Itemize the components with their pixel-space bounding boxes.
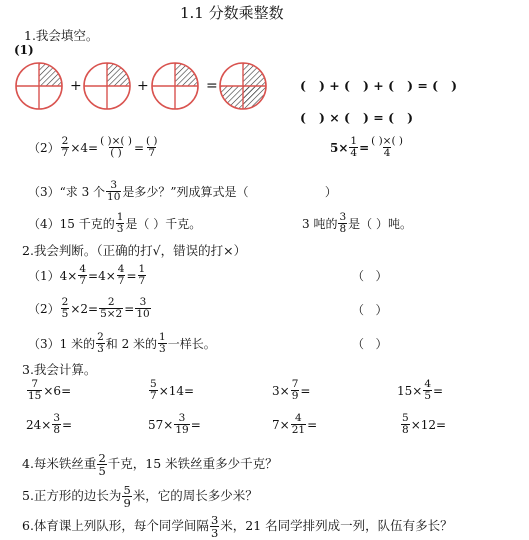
fraction: $\frac{( )}{7}$ [146, 135, 158, 160]
fraction: $\frac{3}{10}$ [136, 296, 150, 321]
equals-text: = [126, 268, 137, 283]
fraction-circle-2 [82, 61, 132, 111]
question-text: 6.体育课上列队形，每个同学间隔 [22, 518, 209, 534]
question-section-6 [22, 514, 453, 539]
calc-item: 24× $\frac{3}{8}$ = [26, 412, 73, 437]
equals-operator: = [206, 78, 218, 94]
fraction-circle-1 [14, 61, 64, 111]
question-text: 米，21 名同学排列成一列，队伍有多长？ [220, 518, 453, 534]
fraction: $\frac{4}{7}$ [79, 263, 87, 288]
judge-3 [28, 332, 216, 355]
question-text: 是多少？”列成算式是（ ） [122, 184, 337, 199]
question-section-4 [22, 452, 278, 477]
judge-2 [28, 297, 152, 320]
section-1-heading: 1.我会填空。 [24, 28, 99, 43]
fraction: $\frac{3}{19}$ [175, 412, 189, 437]
question-text: 千克，15 米铁丝重多少千克？ [107, 456, 278, 472]
calc-item: $\frac{7}{15}$ ×6= [28, 378, 72, 403]
multiplication-blank-line: ( ) × ( ) = ( ) [300, 110, 414, 125]
fraction: $\frac{1}{7}$ [138, 263, 146, 288]
question-text: 4.每米铁丝重 [22, 456, 97, 472]
operator-text: ×4= [70, 140, 99, 155]
addition-blank-line: ( ) + ( ) + ( ) = ( ) [300, 78, 458, 93]
operator-text: ×2= [70, 301, 99, 316]
equals-text: = [124, 301, 135, 316]
section-2-heading: 2.我会判断。（正确的打√，错误的打×） [22, 243, 247, 258]
fraction: $\frac{2}{5\times 2}$ [100, 296, 123, 321]
question-2 [28, 136, 160, 159]
plus-operator: + [70, 78, 82, 94]
fraction: $\frac{1}{3}$ [116, 211, 124, 236]
fraction: $\frac{5}{7}$ [150, 378, 157, 403]
fraction: $\frac{7}{15}$ [28, 378, 42, 403]
fraction-circle-3 [150, 61, 200, 111]
fraction: $\frac{3}{3}$ [210, 513, 219, 540]
fraction-circle-result [218, 61, 268, 111]
question-4b [302, 212, 412, 235]
operator-text: =4× [88, 268, 116, 283]
page-title: 1.1 分数乘整数 [180, 4, 284, 22]
question-text: 米，它的周长多少米？ [132, 488, 258, 504]
calc-item: 3× $\frac{7}{9}$ = [272, 378, 311, 403]
question-3 [28, 180, 337, 203]
fraction: $\frac{3}{8}$ [339, 211, 347, 236]
fraction: $\frac{3}{8}$ [53, 412, 61, 437]
fraction: $\frac{4}{21}$ [291, 412, 306, 437]
judge-1 [28, 264, 147, 287]
calc-item: $\frac{5}{7}$ ×14= [150, 378, 195, 403]
question-text: 一样长。 [167, 336, 216, 351]
question-text: （4）15 千克的 [28, 216, 115, 231]
question-text: （1）4× [28, 268, 78, 283]
question-text: （2） [28, 301, 60, 316]
question-section-5 [22, 484, 258, 509]
section-3-heading: 3.我会计算。 [22, 362, 97, 377]
fraction: $\frac{3}{10}$ [107, 179, 121, 204]
calc-item: $\frac{5}{8}$ ×12= [402, 412, 447, 437]
equals-text: = [133, 140, 144, 155]
equals-text: = [359, 140, 370, 155]
answer-blank[interactable]: （ ） [352, 269, 388, 283]
fraction: $\frac{4}{5}$ [424, 378, 432, 403]
plus-operator: + [137, 78, 149, 94]
question-label: （2） [28, 140, 60, 155]
question-text: （3）1 米的 [28, 336, 96, 351]
question-text: 5.正方形的边长为 [22, 488, 122, 504]
fraction: $\frac{2}{5}$ [61, 296, 69, 321]
calc-item: 57× $\frac{3}{19}$ = [148, 412, 201, 437]
question-4 [28, 212, 201, 235]
fraction: $\frac{1}{4}$ [350, 135, 358, 160]
fraction: $\frac{2}{5}$ [98, 451, 106, 479]
part-1-label: (1) [14, 43, 34, 57]
calc-item: 15× $\frac{4}{5}$ = [397, 378, 444, 403]
calc-item: 7× $\frac{4}{21}$ = [272, 412, 318, 437]
question-text: 是（ ）吨。 [348, 216, 412, 231]
answer-blank[interactable]: （ ） [352, 337, 388, 351]
fraction: $\frac{5}{9}$ [123, 483, 131, 511]
fraction: $\frac{2}{3}$ [97, 331, 104, 356]
fraction: $\frac{( )\times( )}{( )}$ [100, 135, 132, 160]
operator-text: 5× [330, 140, 349, 155]
fraction: $\frac{2}{7}$ [61, 135, 69, 160]
fraction: $\frac{4}{7}$ [117, 263, 125, 288]
question-text: 是（ ）千克。 [125, 216, 202, 231]
question-text: （3）“求 3 个 [28, 184, 106, 199]
question-text: 和 2 米的 [105, 336, 158, 351]
question-2b [330, 136, 405, 159]
answer-blank[interactable]: （ ） [352, 303, 388, 317]
question-text: 3 吨的 [302, 216, 338, 231]
fraction: $\frac{5}{8}$ [402, 412, 409, 437]
fraction: $\frac{1}{3}$ [159, 331, 166, 356]
fraction: $\frac{7}{9}$ [291, 378, 299, 403]
fraction: $\frac{( )\times( )}{4}$ [371, 135, 404, 160]
